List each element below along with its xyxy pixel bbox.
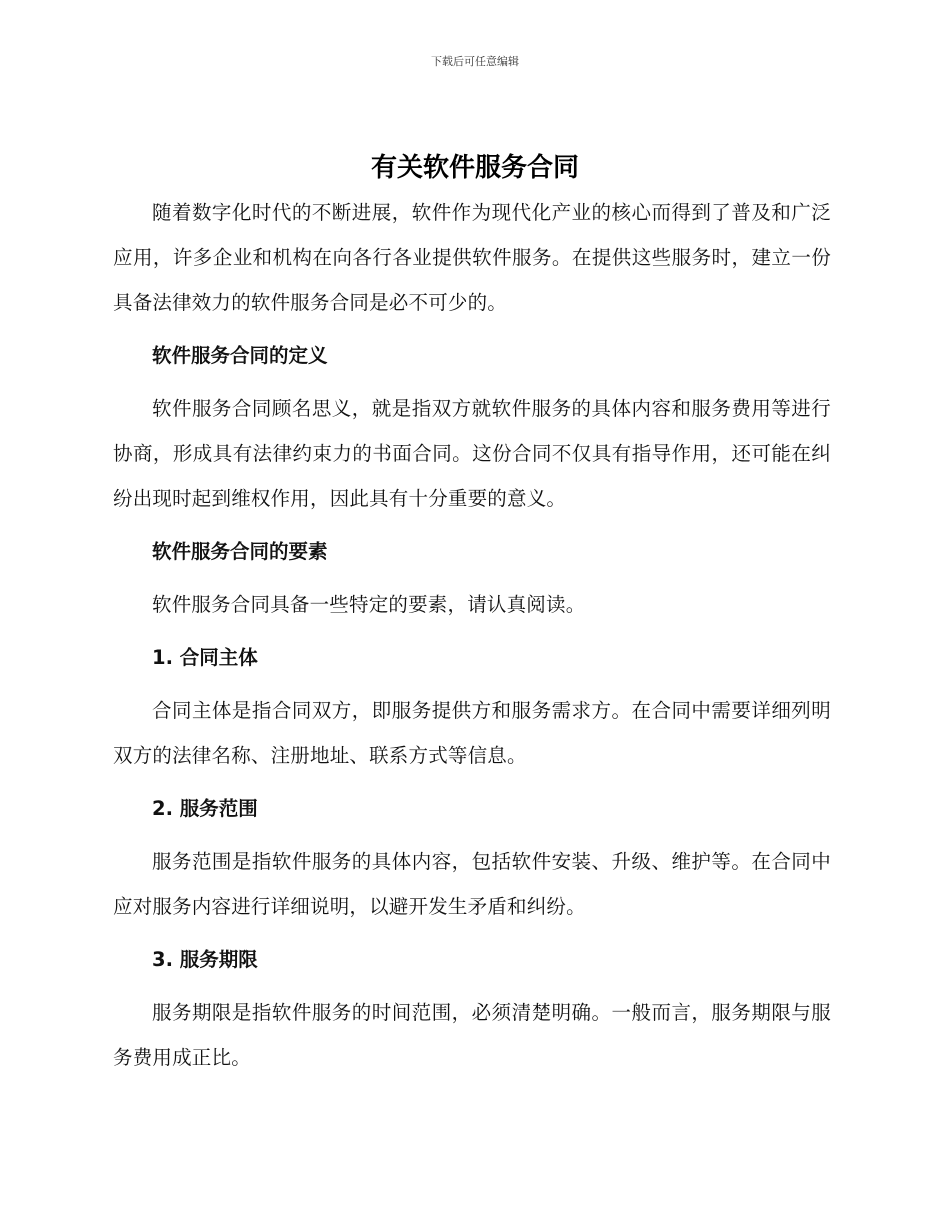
- document-title: 有关软件服务合同: [370, 153, 579, 183]
- section-body-definition: 软件服务合同顾名思义，就是指双方就软件服务的具体内容和服务费用等进行协商，形成具有法律约束力的书面合同。这份合同不仅具有指导作用，还可能在纠纷出现时起到维权作用，因此具有十分重要的意义。: [113, 397, 831, 510]
- intro-paragraph: 随着数字化时代的不断进展，软件作为现代化产业的核心而得到了普及和广泛应用，许多企业和机构在向各行各业提供软件服务。在提供这些服务时，建立一份具备法律效力的软件服务合同是必不可少的。: [113, 201, 831, 314]
- section-body-elements: 软件服务合同具备一些特定的要素，请认真阅读。: [152, 593, 586, 616]
- section-heading-scope: 2. 服务范围: [152, 797, 258, 820]
- section-heading-parties: 1. 合同主体: [152, 646, 258, 669]
- section-heading-definition: 软件服务合同的定义: [152, 344, 328, 367]
- section-heading-term: 3. 服务期限: [152, 948, 258, 971]
- section-heading-elements: 软件服务合同的要素: [152, 540, 328, 563]
- document-body: [113, 190, 831, 1088]
- page-header-note: 下载后可任意编辑: [431, 55, 519, 68]
- section-body-term: 服务期限是指软件服务的时间范围，必须清楚明确。一般而言，服务期限与服务费用成正比。: [113, 1001, 831, 1069]
- section-body-scope: 服务范围是指软件服务的具体内容，包括软件安装、升级、维护等。在合同中应对服务内容进行详细说明，以避开发生矛盾和纠纷。: [113, 850, 831, 918]
- section-body-parties: 合同主体是指合同双方，即服务提供方和服务需求方。在合同中需要详细列明双方的法律名称、注册地址、联系方式等信息。: [113, 699, 831, 767]
